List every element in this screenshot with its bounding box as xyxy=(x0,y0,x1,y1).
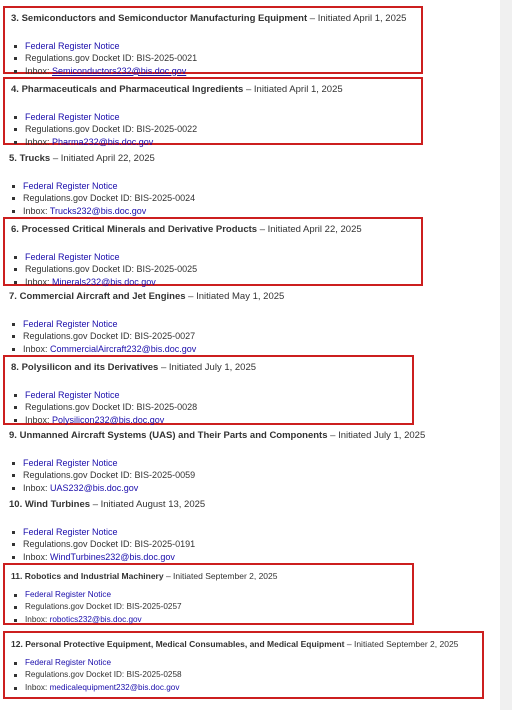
section-title xyxy=(9,291,284,303)
initiated-date: – Initiated April 22, 2025 xyxy=(52,153,155,164)
section-number: 12. xyxy=(11,639,23,649)
section-links xyxy=(9,526,195,563)
section-number: 3. xyxy=(11,13,19,24)
inbox-email-link[interactable]: robotics232@bis.doc.gov xyxy=(49,614,142,624)
federal-register-link[interactable]: Federal Register Notice xyxy=(25,390,120,400)
section-name: Robotics and Industrial Machinery xyxy=(24,571,164,581)
inbox-email-link[interactable]: Trucks232@bis.doc.gov xyxy=(49,205,147,216)
list-item xyxy=(11,657,182,669)
list-item xyxy=(11,111,197,123)
list-item xyxy=(9,343,196,355)
list-item xyxy=(11,682,182,694)
section-robotics xyxy=(3,563,414,625)
federal-register-link[interactable]: Federal Register Notice xyxy=(25,590,112,599)
federal-register-link[interactable]: Federal Register Notice xyxy=(23,181,118,191)
section-number: 7. xyxy=(9,291,17,302)
list-item xyxy=(11,136,197,148)
inbox-label: Inbox: xyxy=(23,205,48,216)
inbox-label: Inbox: xyxy=(25,136,50,147)
inbox-label: Inbox: xyxy=(23,343,48,354)
section-links xyxy=(9,318,196,355)
docket-id: Regulations.gov Docket ID: BIS-2025-0027 xyxy=(9,330,196,342)
section-number: 8. xyxy=(11,362,19,373)
docket-id: Regulations.gov Docket ID: BIS-2025-0257 xyxy=(11,601,182,613)
section-title xyxy=(11,362,256,374)
initiated-date: – Initiated April 1, 2025 xyxy=(309,13,407,24)
list-item xyxy=(9,180,195,192)
section-title xyxy=(9,153,155,165)
initiated-date: – Initiated August 13, 2025 xyxy=(92,499,206,510)
initiated-date: – Initiated September 2, 2025 xyxy=(346,639,459,649)
inbox-email-link[interactable]: Polysilicon232@bis.doc.gov xyxy=(52,414,165,425)
initiated-date: – Initiated April 1, 2025 xyxy=(245,84,343,95)
section-name: Commercial Aircraft and Jet Engines xyxy=(19,291,186,302)
list-item xyxy=(9,205,195,217)
section-links xyxy=(11,111,197,148)
inbox-label: Inbox: xyxy=(25,276,50,287)
list-item xyxy=(11,40,197,52)
federal-register-link[interactable]: Federal Register Notice xyxy=(23,319,118,329)
docket-id: Regulations.gov Docket ID: BIS-2025-0191 xyxy=(9,538,195,550)
list-item xyxy=(9,482,195,494)
section-wind-turbines xyxy=(3,494,423,560)
inbox-email-link[interactable]: UAS232@bis.doc.gov xyxy=(50,482,139,493)
federal-register-link[interactable]: Federal Register Notice xyxy=(23,458,118,468)
initiated-date: – Initiated April 22, 2025 xyxy=(259,224,362,235)
docket-id: Regulations.gov Docket ID: BIS-2025-0022 xyxy=(11,123,197,135)
list-item xyxy=(9,551,195,563)
inbox-label: Inbox: xyxy=(25,682,48,692)
federal-register-link[interactable]: Federal Register Notice xyxy=(25,252,120,262)
page-margin xyxy=(500,0,512,710)
section-links xyxy=(11,251,197,288)
initiated-date: – Initiated May 1, 2025 xyxy=(188,291,285,302)
inbox-email-link[interactable]: medicalequipment232@bis.doc.gov xyxy=(49,682,180,692)
section-number: 9. xyxy=(9,430,17,441)
section-polysilicon xyxy=(3,355,414,425)
section-number: 6. xyxy=(11,224,19,235)
list-item xyxy=(9,318,196,330)
section-title xyxy=(11,13,406,25)
section-title xyxy=(9,499,205,511)
inbox-label: Inbox: xyxy=(25,414,50,425)
docket-id: Regulations.gov Docket ID: BIS-2025-0021 xyxy=(11,52,197,64)
section-medical-equipment xyxy=(3,631,484,699)
section-title xyxy=(9,430,425,442)
section-name: Pharmaceuticals and Pharmaceutical Ingredients xyxy=(21,84,244,95)
section-title xyxy=(11,638,458,650)
list-item xyxy=(11,614,182,626)
federal-register-link[interactable]: Federal Register Notice xyxy=(25,41,120,51)
list-item xyxy=(11,65,197,77)
section-trucks xyxy=(3,148,423,214)
section-links xyxy=(11,657,182,694)
initiated-date: – Initiated July 1, 2025 xyxy=(160,362,257,373)
inbox-label: Inbox: xyxy=(23,551,48,562)
docket-id: Regulations.gov Docket ID: BIS-2025-0059 xyxy=(9,469,195,481)
section-links xyxy=(11,389,197,426)
section-title xyxy=(11,84,343,96)
list-item xyxy=(11,251,197,263)
docket-id: Regulations.gov Docket ID: BIS-2025-0025 xyxy=(11,263,197,275)
docket-id: Regulations.gov Docket ID: BIS-2025-0258 xyxy=(11,669,182,681)
section-links xyxy=(11,40,197,77)
section-name: Unmanned Aircraft Systems (UAS) and Their Parts and Components xyxy=(19,430,328,441)
section-uas xyxy=(3,425,443,491)
section-number: 4. xyxy=(11,84,19,95)
inbox-email-link[interactable]: WindTurbines232@bis.doc.gov xyxy=(50,551,175,562)
section-title xyxy=(11,224,362,236)
inbox-email-link[interactable]: Minerals232@bis.doc.gov xyxy=(52,276,156,287)
section-name: Trucks xyxy=(19,153,51,164)
federal-register-link[interactable]: Federal Register Notice xyxy=(23,527,118,537)
federal-register-link[interactable]: Federal Register Notice xyxy=(25,658,112,667)
initiated-date: – Initiated July 1, 2025 xyxy=(330,430,426,441)
list-item xyxy=(9,457,195,469)
inbox-label: Inbox: xyxy=(25,614,48,624)
docket-id: Regulations.gov Docket ID: BIS-2025-0028 xyxy=(11,401,197,413)
inbox-label: Inbox: xyxy=(23,482,48,493)
section-commercial-aircraft xyxy=(3,286,423,352)
section-name: Personal Protective Equipment, Medical Consumables, and Medical Equipment xyxy=(25,639,345,649)
section-links xyxy=(9,180,195,217)
section-links xyxy=(9,457,195,494)
initiated-date: – Initiated September 2, 2025 xyxy=(165,571,278,581)
section-critical-minerals xyxy=(3,217,423,286)
section-name: Semiconductors and Semiconductor Manufacturing Equipment xyxy=(21,13,308,24)
inbox-email-link[interactable]: CommercialAircraft232@bis.doc.gov xyxy=(50,343,197,354)
section-pharmaceuticals xyxy=(3,77,423,145)
federal-register-link[interactable]: Federal Register Notice xyxy=(25,112,120,122)
section-number: 11. xyxy=(11,571,23,581)
inbox-label: Inbox: xyxy=(25,65,50,76)
docket-id: Regulations.gov Docket ID: BIS-2025-0024 xyxy=(9,192,195,204)
section-name: Processed Critical Minerals and Derivative Products xyxy=(21,224,258,235)
section-semiconductors xyxy=(3,6,423,74)
list-item xyxy=(11,389,197,401)
section-name: Wind Turbines xyxy=(24,499,91,510)
section-name: Polysilicon and its Derivatives xyxy=(21,362,159,373)
section-links xyxy=(11,589,182,626)
section-number: 10. xyxy=(9,499,23,510)
inbox-email-link[interactable]: Semiconductors232@bis.doc.gov xyxy=(52,65,187,76)
section-title xyxy=(11,570,278,582)
list-item xyxy=(11,589,182,601)
list-item xyxy=(9,526,195,538)
section-number: 5. xyxy=(9,153,17,164)
inbox-email-link[interactable]: Pharma232@bis.doc.gov xyxy=(52,136,154,147)
